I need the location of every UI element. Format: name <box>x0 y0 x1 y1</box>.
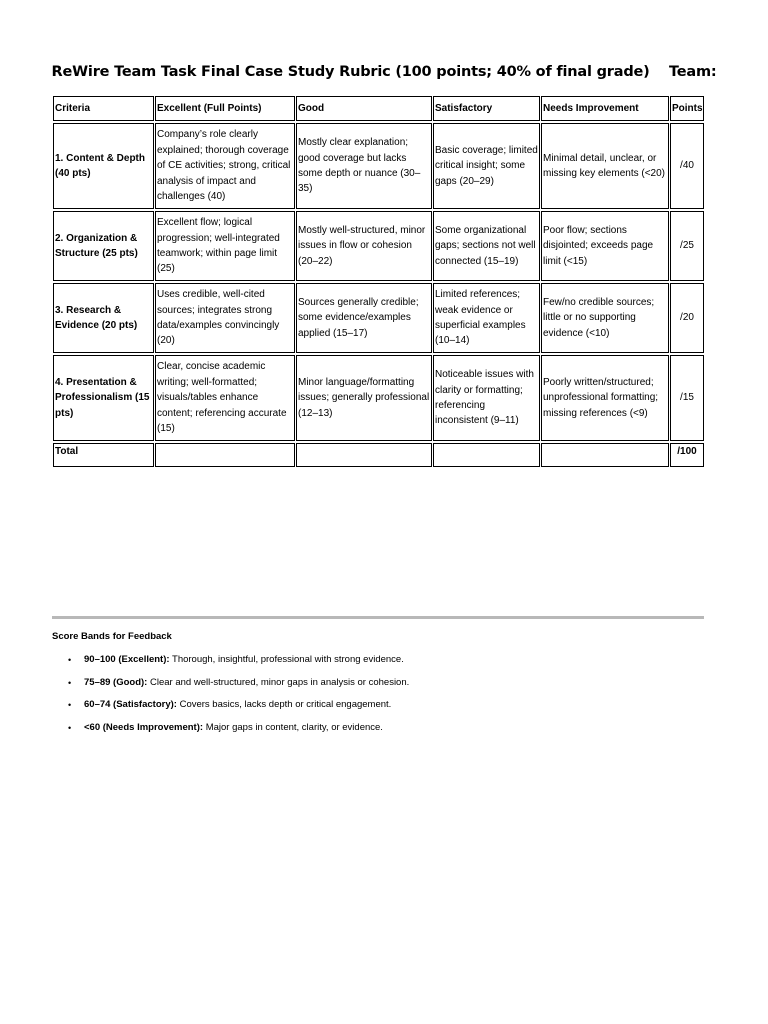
needs-improvement-cell: Few/no credible sources; little or no supporting evidence (<10) <box>541 283 669 353</box>
satisfactory-cell: Basic coverage; limited critical insight; some gaps (20–29) <box>433 123 540 209</box>
list-item <box>52 694 692 717</box>
bullet-icon: • <box>68 655 72 665</box>
bullet-icon: • <box>68 677 72 688</box>
needs-improvement-cell: Poor flow; sections disjointed; exceeds page limit (<15) <box>541 211 669 281</box>
band-description: Thorough, insightful, professional with strong evidence. <box>169 654 404 665</box>
good-cell: Minor language/formatting issues; generally professional (12–13) <box>296 355 432 441</box>
empty-cell <box>433 443 540 467</box>
score-bands-list <box>52 649 692 739</box>
excellent-cell: Excellent flow; logical progression; well-integrated teamwork; within page limit (25) <box>155 211 295 281</box>
document-title: ReWire Team Task Final Case Study Rubric (100 points; 40% of final grade) Team: <box>51 64 717 80</box>
excellent-cell: Company’s role clearly explained; thorough coverage of CE activities; strong, critical analysis of impact and challenges (40) <box>155 123 295 209</box>
criteria-cell: 4. Presentation & Professionalism (15 pts) <box>53 355 154 441</box>
header-excellent: Excellent (Full Points) <box>155 96 295 121</box>
criteria-cell: 3. Research & Evidence (20 pts) <box>53 283 154 353</box>
table-row <box>53 211 704 281</box>
total-points: /100 <box>670 443 704 467</box>
header-good: Good <box>296 96 432 121</box>
band-label: 75–89 (Good): <box>84 676 148 688</box>
band-description: Clear and well-structured, minor gaps in analysis or cohesion. <box>147 676 410 688</box>
band-label: 60–74 (Satisfactory): <box>84 699 177 711</box>
criteria-cell: 2. Organization & Structure (25 pts) <box>53 211 154 281</box>
bullet-icon: • <box>68 700 72 711</box>
points-cell: /40 <box>670 123 704 209</box>
empty-cell <box>155 443 295 467</box>
satisfactory-cell: Some organizational gaps; sections not well connected (15–19) <box>433 211 540 281</box>
needs-improvement-cell: Poorly written/structured; unprofessional formatting; missing references (<9) <box>541 355 669 441</box>
excellent-cell: Uses credible, well-cited sources; integrates strong data/examples convincingly (20) <box>155 283 295 353</box>
criteria-cell: 1. Content & Depth (40 pts) <box>53 123 154 209</box>
points-cell: /20 <box>670 283 704 353</box>
bullet-icon: • <box>68 722 72 733</box>
band-label: 90–100 (Excellent): <box>84 654 170 665</box>
header-needs-improvement: Needs Improvement <box>541 96 669 121</box>
table-row <box>53 123 704 209</box>
good-cell: Sources generally credible; some evidence/examples applied (15–17) <box>296 283 432 353</box>
header-points: Points <box>670 96 704 121</box>
score-bands-heading: Score Bands for Feedback <box>52 631 172 642</box>
points-cell: /15 <box>670 355 704 441</box>
table-row <box>53 355 704 441</box>
band-description: Major gaps in content, clarity, or evidence. <box>203 721 383 733</box>
satisfactory-cell: Limited references; weak evidence or superficial examples (10–14) <box>433 283 540 353</box>
excellent-cell: Clear, concise academic writing; well-formatted; visuals/tables enhance content; referencing accurate (15) <box>155 355 295 441</box>
band-label: <60 (Needs Improvement): <box>84 721 204 733</box>
total-label: Total <box>53 443 154 467</box>
needs-improvement-cell: Minimal detail, unclear, or missing key elements (<20) <box>541 123 669 209</box>
list-item <box>52 649 692 672</box>
good-cell: Mostly clear explanation; good coverage but lacks some depth or nuance (30–35) <box>296 123 432 209</box>
good-cell: Mostly well-structured, minor issues in flow or cohesion (20–22) <box>296 211 432 281</box>
header-criteria: Criteria <box>53 96 154 121</box>
horizontal-divider <box>52 616 704 619</box>
band-description: Covers basics, lacks depth or critical engagement. <box>176 699 392 711</box>
header-satisfactory: Satisfactory <box>433 96 540 121</box>
list-item <box>52 672 692 695</box>
points-cell: /25 <box>670 211 704 281</box>
total-row <box>53 443 704 467</box>
satisfactory-cell: Noticeable issues with clarity or formatting; referencing inconsistent (9–11) <box>433 355 540 441</box>
table-row <box>53 283 704 353</box>
list-item <box>52 717 692 740</box>
empty-cell <box>541 443 669 467</box>
empty-cell <box>296 443 432 467</box>
table-header-row <box>53 96 704 121</box>
rubric-table <box>52 94 705 469</box>
